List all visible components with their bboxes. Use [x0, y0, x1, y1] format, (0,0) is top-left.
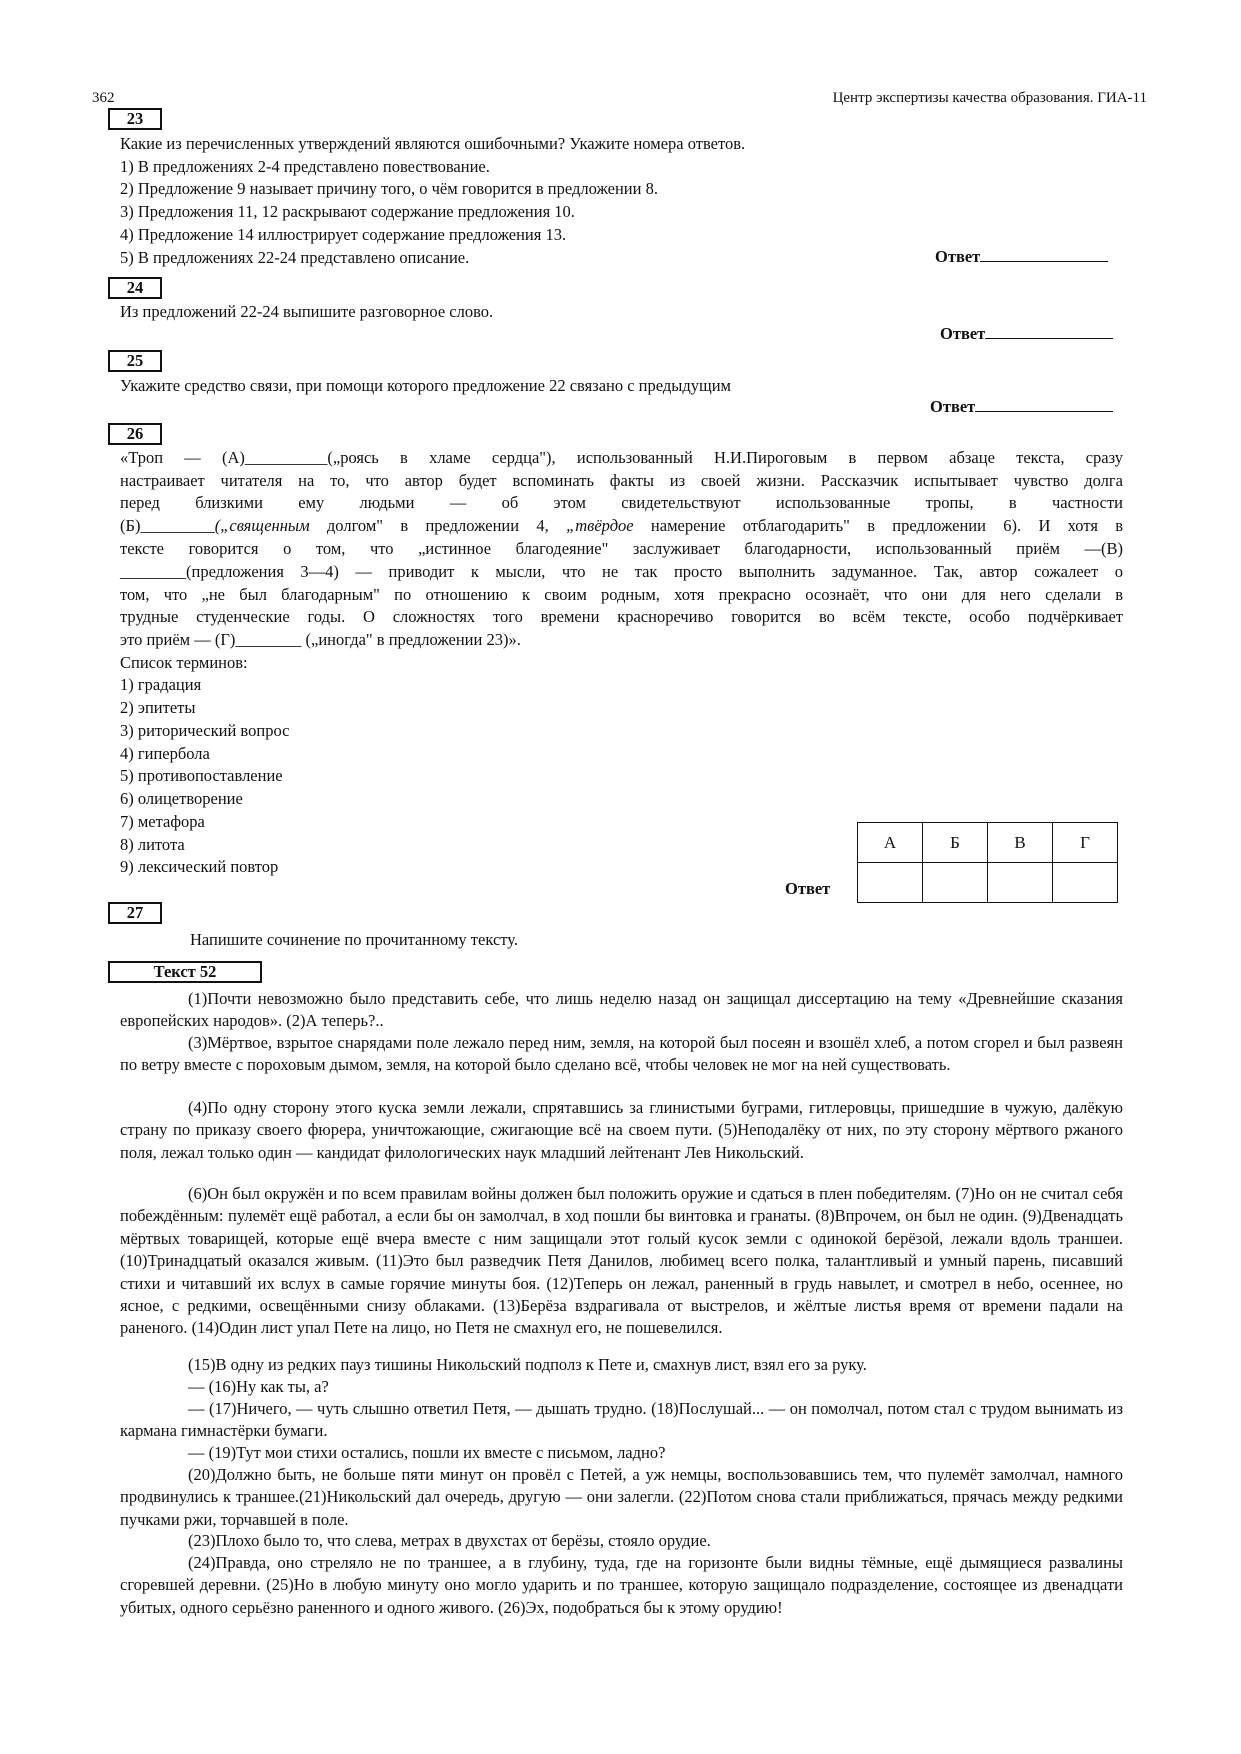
question-23-number: 23 — [108, 108, 162, 130]
q26-line-8: трудные студенческие годы. О сложностях того времени красноречиво говорится во всём тексте, особо подчёркивает — [120, 607, 1123, 626]
running-header: Центр экспертизы качества образования. ГИА-11 — [832, 90, 1147, 106]
terms-title: Список терминов: — [120, 653, 248, 672]
term-1: 1) градация — [120, 675, 202, 694]
q23-prompt: Какие из перечисленных утверждений являются ошибочными? Укажите номера ответов. — [120, 134, 746, 153]
q26-line4-text-2: намерение отблагодарить" в предложении 6). И хотя в — [633, 516, 1124, 535]
text-paragraph-2: (3)Мёртвое, взрытое снарядами поле лежало перед ним, земля, на которой был посеян и взошёл хлеб, а потом сгорел и был развеян по ветру вместе с пороховым дымом, земля, на которой было сделано всё, чтобы человек не мог на ней существовать. — [120, 1033, 1123, 1075]
q24-answer-field[interactable] — [940, 324, 1113, 344]
q23-option-4: 4) Предложение 14 иллюстрирует содержание предложения 13. — [120, 225, 567, 244]
q26-line-3: перед близкими ему людьми — об этом свидетельствуют использованные тропы, в частности — [120, 493, 1123, 512]
q26-line-7: том, что „не был благодарным" по отношению к своим родным, хотя прекрасно осознаёт, что они для него сделали в — [120, 585, 1123, 604]
term-8: 8) литота — [120, 835, 185, 854]
q25-answer-label: Ответ — [930, 397, 976, 416]
q26-table-header-row — [858, 823, 1118, 863]
term-6: 6) олицетворение — [120, 789, 243, 808]
q26-answer-cell-a[interactable] — [858, 863, 923, 903]
term-9: 9) лексический повтор — [120, 857, 279, 876]
q26-italic-2: „твёрдое — [566, 516, 634, 535]
text-title: Текст 52 — [108, 961, 262, 983]
q24-prompt: Из предложений 22-24 выпишите разговорное слово. — [120, 302, 494, 321]
question-27-number: 27 — [108, 902, 162, 924]
q23-option-1: 1) В предложениях 2-4 представлено повествование. — [120, 157, 490, 176]
q25-answer-field[interactable] — [930, 397, 1113, 417]
q26-answer-label: Ответ — [785, 879, 831, 898]
term-3: 3) риторический вопрос — [120, 721, 290, 740]
q24-answer-blank[interactable] — [985, 324, 1113, 339]
text-paragraph-9: (20)Должно быть, не больше пяти минут он провёл с Петей, а уж немцы, воспользовавшись тем, что пулемёт замолчал, намного продвинулись к траншее.(21)Никольский дал очередь, другую — они залегли. (22)Потом снова стали приближаться, прячась между редкими пучками ржи, торчавшей в поле. — [120, 1465, 1123, 1529]
q26-line4-text-1: долгом" в предложении 4, — [309, 516, 567, 535]
q26-header-a: А — [858, 823, 923, 863]
q23-option-2: 2) Предложение 9 называет причину того, о чём говорится в предложении 8. — [120, 179, 658, 198]
q26-italic-1: („священным — [214, 516, 310, 535]
term-5: 5) противопоставление — [120, 766, 283, 785]
q26-line-5: тексте говорится о том, что „истинное благодеяние" заслуживает благодарности, использованный приём —(В) — [120, 539, 1123, 558]
q26-answer-table — [857, 822, 1118, 903]
text-paragraph-10: (23)Плохо было то, что слева, метрах в двухстах от берёзы, стояло орудие. — [188, 1531, 711, 1550]
text-paragraph-11: (24)Правда, оно стреляло не по траншее, а в глубину, туда, где на горизонте были видны тёмные, ещё дымящиеся развалины сгоревшей деревни. (25)Но в любую минуту оно могло ударить и по траншее, которую защищало подразделение, состоящее из двенадцати убитых, одного серьёзно раненного и одного живого. (26)Эх, подобраться бы к этому орудию! — [120, 1553, 1123, 1617]
q26-table-answer-row — [858, 863, 1118, 903]
question-26-number: 26 — [108, 423, 162, 445]
q23-option-5: 5) В предложениях 22-24 представлено описание. — [120, 248, 470, 267]
q23-answer-blank[interactable] — [980, 247, 1108, 262]
q26-line-2: настраивает читателя на то, что автор будет вспоминать факты из своей жизни. Рассказчик испытывает чувство долга — [120, 471, 1123, 490]
question-25-number: 25 — [108, 350, 162, 372]
q26-line-6: ________(предложения 3—4) — приводит к мысли, что не так просто выполнить задуманное. Так, автор сожалеет о — [120, 562, 1123, 581]
q26-blank-b: (Б)_________ — [120, 516, 215, 535]
text-paragraph-3: (4)По одну сторону этого куска земли лежали, спрятавшись за глинистыми буграми, гитлеровцы, пришедшие в чужую, далёкую страну по приказу своего фюрера, уничтожающие, сжигающие всё на своем пути. (5)Неподалёку от них, по эту сторону мёртвого ржаного поля, лежал только один — кандидат филологических наук младший лейтенант Лев Никольский. — [120, 1098, 1123, 1162]
q25-answer-blank[interactable] — [975, 397, 1113, 412]
q26-line-9: это приём — (Г)________ („иногда" в предложении 23)». — [120, 630, 521, 649]
term-7: 7) метафора — [120, 812, 205, 831]
question-24-number: 24 — [108, 277, 162, 299]
q26-answer-cell-v[interactable] — [988, 863, 1053, 903]
q23-option-3: 3) Предложения 11, 12 раскрывают содержание предложения 10. — [120, 202, 575, 221]
q26-header-g: Г — [1053, 823, 1118, 863]
text-paragraph-1: (1)Почти невозможно было представить себе, что лишь неделю назад он защищал диссертацию на тему «Древнейшие сказания европейских народов». (2)А теперь?.. — [120, 989, 1123, 1031]
text-paragraph-5: (15)В одну из редких пауз тишины Никольский подполз к Пете и, смахнув лист, взял его за руку. — [188, 1355, 867, 1374]
q26-header-b: Б — [923, 823, 988, 863]
q23-answer-field[interactable] — [935, 247, 1108, 267]
text-paragraph-6: — (16)Ну как ты, а? — [188, 1377, 329, 1396]
q26-answer-cell-b[interactable] — [923, 863, 988, 903]
q26-answer-cell-g[interactable] — [1053, 863, 1118, 903]
q27-prompt: Напишите сочинение по прочитанному тексту. — [190, 930, 518, 949]
text-paragraph-8: — (19)Тут мои стихи остались, пошли их вместе с письмом, ладно? — [188, 1443, 666, 1462]
q26-header-v: В — [988, 823, 1053, 863]
q23-answer-label: Ответ — [935, 247, 981, 266]
text-paragraph-4: (6)Он был окружён и по всем правилам войны должен был положить оружие и сдаться в плен победителям. (7)Но он не считал себя побеждённым: пулемёт ещё работал, а если бы он замолчал, в ход пошли бы винтовка и гранаты. (8)Впрочем, он был не один. (9)Двенадцать мёртвых товарищей, которые ещё вчера вместе с ним защищали этот голый кусок земли с одинокой берёзой, лежали вдоль траншеи. (10)Тринадцатый оказался живым. (11)Это был разведчик Петя Данилов, любимец всего полка, талантливый и умный парень, писавший стихи и читавший их вслух в самые горячие минуты боя. (12)Теперь он лежал, раненный в грудь навылет, и смотрел в небо, осеннее, но ясное, с редкими, освещёнными снизу облаками. (13)Берёза вздрагивала от выстрелов, и жёлтые листья время от времени падали на раненого. (14)Один лист упал Пете на лицо, но Петя не смахнул его, не пошевелился. — [120, 1184, 1123, 1338]
q26-line-4 — [120, 515, 1123, 538]
term-2: 2) эпитеты — [120, 698, 196, 717]
q25-prompt: Укажите средство связи, при помощи которого предложение 22 связано с предыдущим — [120, 376, 731, 395]
text-paragraph-7: — (17)Ничего, — чуть слышно ответил Петя, — дышать трудно. (18)Послушай... — он помолчал, потом стал с трудом вынимать из кармана гимнастёрки бумаги. — [120, 1399, 1123, 1441]
q24-answer-label: Ответ — [940, 324, 986, 343]
page-number: 362 — [92, 90, 115, 106]
term-4: 4) гипербола — [120, 744, 210, 763]
q26-line-1: «Троп — (А)__________(„роясь в хламе сердца"), использованный Н.И.Пироговым в первом абзаце текста, сразу — [120, 448, 1123, 467]
